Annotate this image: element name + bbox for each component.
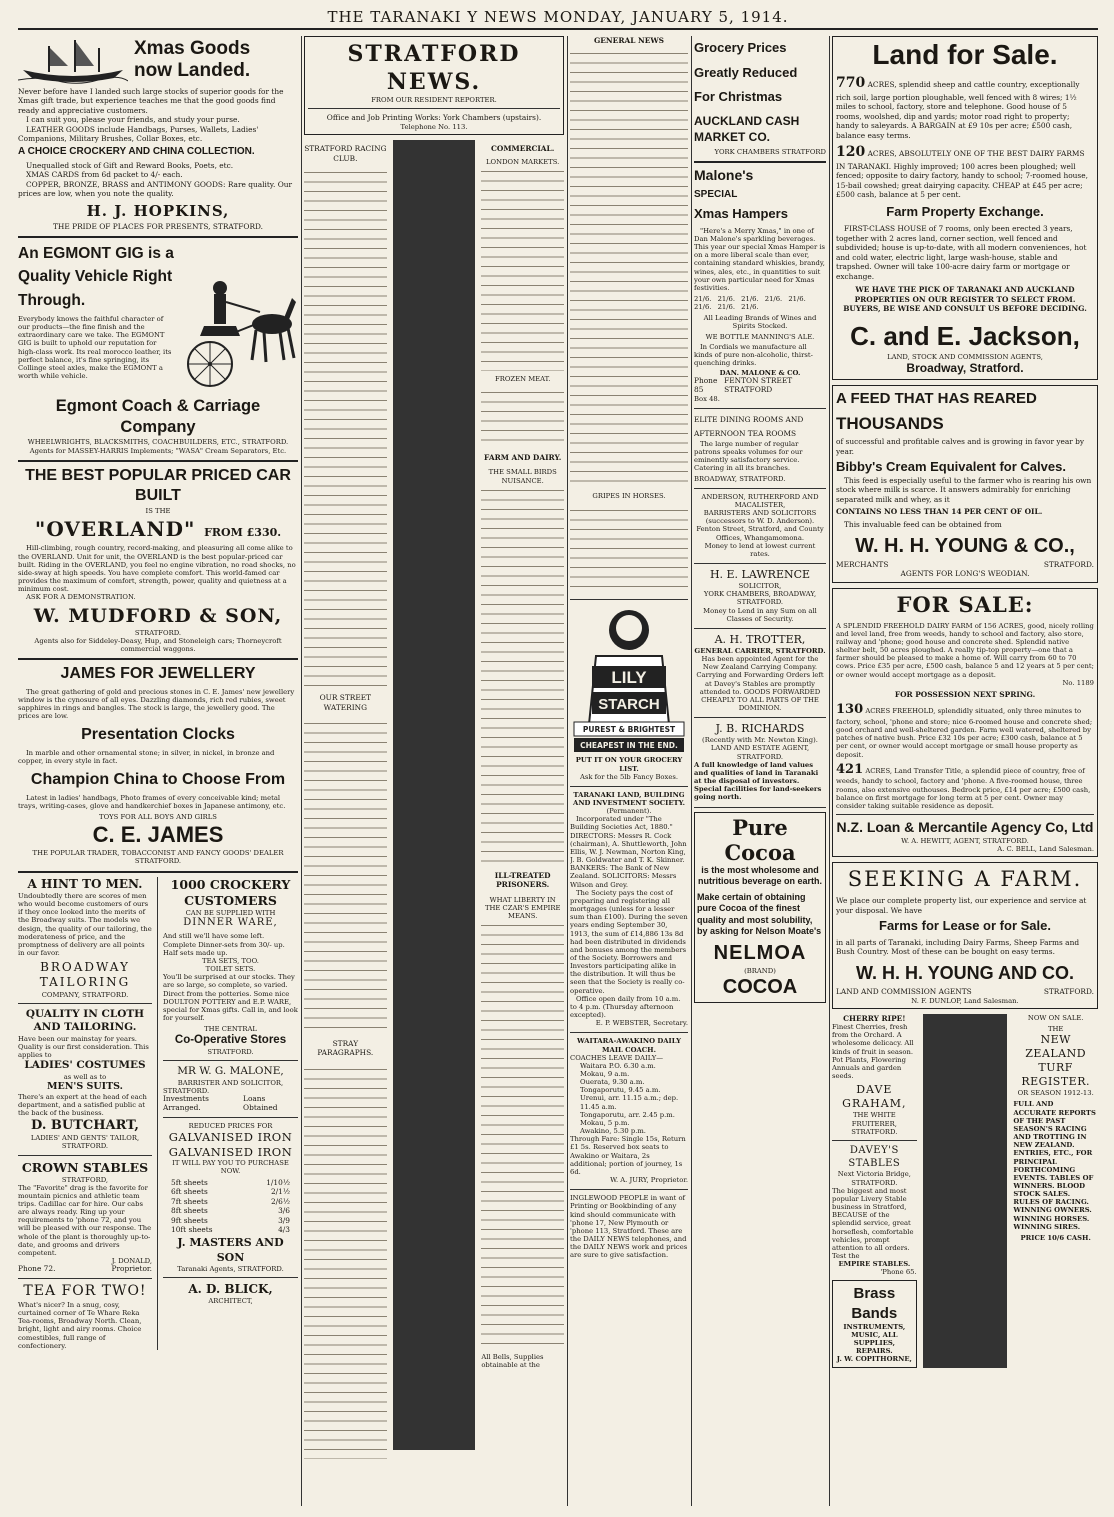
- crown-prop: Proprietor.: [111, 1264, 152, 1274]
- prisoners-article: [481, 920, 564, 1350]
- hampers-phone: Phone 85: [694, 376, 718, 395]
- stray-heading: STRAY PARAGRAPHS.: [317, 1038, 374, 1058]
- as-well: as well as to: [63, 1072, 107, 1081]
- cocoa-cocoa: COCOA: [722, 975, 798, 998]
- waitara-time: Waitara P.O. 6.30 a.m.: [580, 1061, 656, 1070]
- london-article: [481, 166, 564, 371]
- malone-title: BARRISTER AND SOLICITOR,: [177, 1078, 284, 1087]
- hint-title: A HINT TO MEN.: [27, 876, 143, 891]
- frozen-heading: FROZEN MEAT.: [495, 374, 551, 383]
- land-sale-l1-num: 770: [836, 74, 866, 91]
- iron-heading-2: GALVANISED IRON: [168, 1144, 293, 1159]
- china-body: Latest in ladies' handbags, Photo frames of every conceivable kind; metal trays, writing-cases, glove and handkerchief boxes in Japanese antimony, etc.: [18, 793, 286, 810]
- central: THE CENTRAL: [204, 1025, 257, 1034]
- richards-ad: [694, 722, 826, 801]
- commercial-heading: COMMERCIAL.: [491, 144, 555, 154]
- trotter-ad: [694, 633, 826, 712]
- waitara-fares: Through Fare: Single 15s, Return £1 5s. Reserved box seats to Awakino or Waitara, 2s additional; portion of journey, 1s 6d.: [570, 1135, 686, 1176]
- iron-price-row: [171, 1187, 290, 1196]
- butchart-name: D. BUTCHART,: [31, 1117, 139, 1133]
- waitara-owner: W. A. JURY, Proprietor.: [610, 1176, 688, 1185]
- column-rule: [691, 36, 692, 1506]
- bottom-right-ads: [832, 1014, 1098, 1368]
- land-sale-l2: ACRES, ABSOLUTELY ONE OF THE BEST DAIRY FARMS IN TARANAKI. Highly improved; 100 acres been ploughed; well fenced; opposite to dairy factory, handy to school; 7-roomed house, 15-bail cowshed; great dairying capacity. CHEAP at £45 per acre; £500 cash, balance at 5 per cent.: [836, 149, 1088, 200]
- feed-title-2: THOUSANDS: [836, 413, 944, 433]
- building-incorp: Incorporated under "The Building Societies Act, 1880.": [570, 815, 673, 832]
- feed-obtained: This invaluable feed can be obtained from: [844, 519, 1002, 529]
- malone-hampers-ad: [694, 167, 826, 403]
- cherry-daveys-column: [832, 1014, 917, 1368]
- for-sale-s1: A SPLENDID FREEHOLD DAIRY FARM of 156 ACRES, good, nicely rolling and level land, free from weeds, handy to school and factory, also store, railway and 'phone; good house and concrete shed. Splendid native shelter belt, 50 acres ploughed. A really tip-top property—one that a farmer should be pleased to make a home of. Will carry from 60 to 70 cows. Price £35 per acre, £500 cash, balance 5 and 12 years at 5 per cent; or owner would accept mortgage as a deposit.: [836, 621, 1094, 679]
- cherry-graham: DAVE GRAHAM,: [842, 1083, 907, 1111]
- tailor-body: There's an expert at the head of each department, and a satisfied public at the back of the business.: [18, 1093, 147, 1118]
- toilet-sets: TOILET SETS.: [205, 965, 256, 974]
- ship-illustration: [18, 36, 128, 84]
- racing-article: [304, 167, 387, 687]
- for-sale-s2-num: 130: [836, 702, 864, 718]
- daveys-addr: Next Victoria Bridge,: [837, 1170, 911, 1179]
- anderson-offices: Fenton Street, Stratford, and County Offices, Whangamomona.: [696, 525, 824, 542]
- richards-with: (Recently with Mr. Newton King).: [702, 736, 818, 745]
- crown-phone: Phone 72.: [18, 1264, 56, 1274]
- hopkins-sub: THE PRIDE OF PLACES FOR PRESENTS, STRATFORD.: [52, 221, 264, 231]
- daveys-town: STRATFORD.: [851, 1178, 898, 1187]
- crockery-ad-column: [163, 877, 298, 1350]
- cejames-name: C. E. JAMES: [92, 822, 224, 848]
- watering-article: [304, 718, 387, 1033]
- news-telephone: Telephone No. 113.: [400, 122, 468, 131]
- feed-merchants: MERCHANTS: [836, 559, 889, 569]
- blick-sub: ARCHITECT,: [208, 1297, 253, 1306]
- lawrence-name: H. E. LAWRENCE: [709, 567, 811, 581]
- feed-body: of successful and profitable calves and is growing in favor year by year.: [836, 437, 1085, 456]
- feed-town: STRATFORD.: [1043, 559, 1094, 569]
- iron-size: 9ft sheets: [171, 1215, 208, 1225]
- crown-title: CROWN STABLES: [21, 1159, 149, 1175]
- iron-size: 8ft sheets: [171, 1206, 208, 1216]
- car-demo: ASK FOR A DEMONSTRATION.: [26, 593, 136, 602]
- waitara-time: Awakino, 5.30 p.m.: [580, 1127, 646, 1136]
- broadway-sub: COMPANY, STRATFORD.: [41, 990, 129, 999]
- tea-sets: TEA SETS, TOO.: [202, 956, 259, 965]
- column-advertisements-left: [18, 36, 298, 1506]
- quality-title: QUALITY IN CLOTH AND TAILORING.: [25, 1008, 145, 1034]
- xmas-goods-title-2: now Landed.: [134, 60, 251, 81]
- prisoners-heading: ILL-TREATED PRISONERS.: [494, 870, 551, 890]
- news-title: STRATFORD NEWS.: [347, 41, 521, 96]
- james-body: The great gathering of gold and precious stones in C. E. James' new jewellery window is the cynosure of all eyes. Dazzling diamonds, rich red rubies, sweet sapphires in rings and bangles. The stock is large, the jewellery good. The prices are low.: [18, 687, 295, 721]
- trotter-name: A. H. TROTTER,: [714, 632, 806, 646]
- grocery-title-3: For Christmas: [694, 89, 783, 105]
- frozen-article: [481, 387, 564, 447]
- seeking-town: STRATFORD.: [1043, 986, 1094, 996]
- starch-word: STARCH: [598, 695, 660, 713]
- anderson-name: ANDERSON, RUTHERFORD AND MACALISTER,: [701, 492, 819, 509]
- iron-size: 6ft sheets: [171, 1187, 208, 1197]
- car-title: THE BEST POPULAR PRICED CAR BUILT: [25, 466, 291, 505]
- butchart-sub: LADIES' AND GENTS' TAILOR, STRATFORD.: [30, 1134, 140, 1151]
- register-now: NOW ON SALE.: [1027, 1013, 1084, 1022]
- liberty-heading: WHAT LIBERTY IN THE CZAR'S EMPIRE MEANS.: [484, 895, 561, 920]
- crockery-body: And still we'll have some left. Complete Dinner-sets from 30/- up. Half sets made up.: [163, 932, 285, 957]
- turf-register-column: [1013, 1014, 1098, 1368]
- register-season: OR SEASON 1912-13.: [1017, 1089, 1094, 1098]
- column-rule: [301, 36, 302, 1506]
- waitara-time: Tongaporutu, arr. 2.45 p.m.: [580, 1110, 675, 1119]
- seeking-body-2: in all parts of Taranaki, including Dairy Farms, Sheep Farms and Bush Country. Most of these can be bought on easy terms.: [836, 937, 1080, 957]
- hampers-prices: 21/6. 21/6. 21/6. 21/6. 21/6. 21/6. 21/6. 21/6.: [694, 294, 806, 312]
- bells-line: All Bells, Supplies obtainable at the: [481, 1353, 544, 1370]
- dinner-ware: DINNER WARE,: [183, 916, 278, 928]
- feed-young: W. H. H. YOUNG & CO.,: [855, 535, 1075, 558]
- xmas-copper: COPPER, BRONZE, BRASS and ANTIMONY GOODS: Rare quality. Our prices are low, when you note the quality.: [18, 179, 293, 199]
- waitara-time: Mokau, 9 a.m.: [580, 1070, 630, 1078]
- egmont-company: Egmont Coach & Carriage Company: [55, 397, 261, 437]
- daveys-try: Test the: [832, 1252, 860, 1261]
- daveys-title: DAVEY'S STABLES: [848, 1144, 901, 1169]
- tea-title: TEA FOR TWO!: [23, 1283, 147, 1300]
- hampers-quote: "Here's a Merry Xmas," in one of Dan Malone's sparkling beverages. This year our special Xmas Hamper is on a more liberal scale than ever, containing standard whiskies, brandy, wines, ales, etc., in quantities to suit your own particular need for Xmas festivities.: [694, 226, 826, 292]
- birds-heading: THE SMALL BIRDS NUISANCE.: [488, 468, 557, 485]
- inglewood-ad: INGLEWOOD PEOPLE in want of Printing or Bookbinding of any kind should communicate with 'phone 17, New Plymouth or 'phone 113, Stratford. These are the DAILY NEWS telephones, and the DAILY NEWS work and prices are sure to give satisfaction.: [570, 1194, 688, 1260]
- column-general-news: [570, 36, 688, 1506]
- for-sale-s3: ACRES, Land Transfer Title, a splendid piece of country, free of weeds, handy to school, factory and 'phone. A five-roomed house, three rooms, also extensive outhouses. Bedrock price, £14 per acre; £500 cash, balance on first mortgage for long term at 5 per cent. Owner may consider taking suitable residence as deposit.: [836, 766, 1091, 810]
- iron-price-row: [171, 1225, 290, 1234]
- xmas-cards: XMAS CARDS from 6d packet to 4/- each.: [26, 170, 183, 180]
- seeking-body: We place our complete property list, our experience and service at your disposal. We have: [836, 896, 1087, 915]
- bibby-feed-ad: [832, 385, 1098, 582]
- brass-sub: INSTRUMENTS, MUSIC, ALL SUPPLIES, REPAIRS.: [843, 1322, 906, 1356]
- column-stratford-news: [304, 36, 564, 1506]
- register-price: PRICE 10/6 CASH.: [1020, 1233, 1091, 1242]
- land-sale-title: Land for Sale.: [872, 39, 1058, 70]
- lawrence-addr: YORK CHAMBERS, BROADWAY, STRATFORD.: [703, 590, 817, 607]
- land-sale-l2-num: 120: [836, 144, 866, 161]
- building-society-ad: [570, 791, 688, 1028]
- horse-gig-illustration: [180, 242, 298, 392]
- register-body: FULL AND ACCURATE REPORTS OF THE PAST SEASON'S RACING AND TROTTING IN NEW ZEALAND. ENTRIES, ETC., FOR PRINCIPAL FORTHCOMING EVENTS. TABLES OF WINNERS. BLOOD STOCK SALES. RULES OF RACING. WINNING OWNERS. WINNING HORSES. WINNING SIRES.: [1013, 1100, 1096, 1231]
- waitara-title: WAITARA-AWAKINO DAILY MAIL COACH.: [577, 1037, 681, 1054]
- car-body: Hill-climbing, rough country, record-making, and pleasuring all come alike to the OVERLAND. Unit for unit, the OVERLAND is the best popular-priced car built. Riding in the OVERLAND, you feel no engine vibration, no road shocks, no side-sway at high speeds. You have complete comfort. This world-famed car provides the maximum of comfort, strength, power, quality and quietness at a minimum cost.: [18, 544, 296, 594]
- anderson-money: Money to lend at lowest current rates.: [704, 541, 816, 558]
- iron-size: 7ft sheets: [171, 1196, 208, 1206]
- richards-body: A full knowledge of land values and qualities of land in Taranaki at the disposal of investors.: [694, 760, 819, 786]
- crown-name: J. DONALD,: [111, 1257, 152, 1266]
- iron-heading-1: GALVANISED IRON: [168, 1129, 293, 1144]
- lawrence-title: SOLICITOR,: [738, 582, 782, 591]
- for-sale-possession: FOR POSSESSION NEXT SPRING.: [894, 689, 1036, 699]
- crockery-title: 1000 CROCKERY CUSTOMERS: [170, 876, 291, 908]
- egmont-title: An EGMONT GIG is a Quality Vehicle Right Through.: [18, 245, 174, 309]
- crockery-body-2: You'll be surprised at our stocks. They are so large, so complete, so varied. Direct from the potteries. Some nice DOULTON POTTERY and E.P. WARE, special for Xmas gifts. Call in, and look for yourself.: [163, 973, 298, 1023]
- richards-title: LAND AND ESTATE AGENT, STRATFORD.: [710, 744, 810, 761]
- masters-name: J. MASTERS AND SON: [177, 1236, 284, 1264]
- egmont-sub: WHEELWRIGHTS, BLACKSMITHS, COACHBUILDERS, ETC., STRATFORD. Agents for MASSEY-HARRIS Implements; "WASA" Cream Separators, Etc.: [27, 438, 289, 455]
- iron-price-list: [163, 1176, 298, 1237]
- blick-name: A. D. BLICK,: [188, 1281, 273, 1296]
- for-sale-title: FOR SALE:: [896, 591, 1034, 617]
- general-article: [570, 48, 688, 488]
- iron-price: 2/6½: [270, 1196, 290, 1206]
- malone-loans: Loans Obtained: [243, 1093, 278, 1112]
- land-sale-l3: FIRST-CLASS HOUSE of 7 rooms, only been erected 3 years, together with 2 acres land, corner section, well fenced and subdivided; house is up-to-date, with all modern conveniences, hot and cold water, electric light, large wash-house, stable and trapshed. Owner will take 100-acre dairy farm or mortgage or exchange.: [836, 224, 1087, 281]
- building-secretary: E. P. WEBSTER, Secretary.: [595, 1019, 688, 1028]
- xmas-goods-ad: [18, 36, 298, 231]
- ladies-costumes: LADIES' COSTUMES: [24, 1059, 146, 1072]
- cocoa-pure: Pure Cocoa: [724, 814, 796, 865]
- lily-ask: Ask for the 5lb Fancy Boxes.: [579, 772, 679, 781]
- building-perm: (Permanent).: [606, 807, 652, 816]
- xmas-body-2: I can suit you, please your friends, and study your purse.: [26, 115, 240, 125]
- news-column-right: [481, 140, 564, 1450]
- building-directors: DIRECTORS: Messrs R. Cock (chairman), A. Shuttleworth, John Ellis, W. J. Newman, Norton King, J. B. Goldwater and T. K. Skinner. BANKERS: The Bank of New Zealand. SOLICITORS: Messrs Wilson and Grey.: [570, 831, 687, 889]
- malone-investments: Investments Arranged.: [163, 1093, 209, 1112]
- iron-reduced: REDUCED PRICES FOR: [188, 1121, 273, 1130]
- waitara-time: Urenui, arr. 11.15 a.m.; dep. 11.45 a.m.: [580, 1094, 679, 1111]
- racing-heading: STRATFORD RACING CLUB.: [304, 144, 387, 163]
- seeking-agents: LAND AND COMMISSION AGENTS: [836, 986, 972, 996]
- toys-line: TOYS FOR ALL BOYS AND GIRLS: [99, 812, 217, 821]
- iron-price-row: [171, 1178, 290, 1187]
- mudford-name: W. MUDFORD & SON,: [33, 605, 283, 628]
- gripes-article: [570, 505, 688, 595]
- cocoa-nelmoa: NELMOA: [713, 941, 807, 964]
- news-office: Office and Job Printing Works: York Chambers (upstairs).: [326, 113, 542, 123]
- overland-car-ad: [18, 466, 298, 654]
- elite-addr: BROADWAY, STRATFORD.: [694, 474, 786, 483]
- hint-body: Undoubtedly there are scores of men who would become customers of ours if they once looked into the merits of the Broadway suits. The models we design, the quality of our tailoring, the moderateness of price, and the promptness of delivery are all points in our favor.: [18, 891, 152, 957]
- mens-suits: MEN'S SUITS.: [46, 1080, 123, 1092]
- iron-price-row: [171, 1206, 290, 1215]
- birds-article: [481, 485, 564, 865]
- anderson-title: BARRISTERS AND SOLICITORS: [703, 509, 817, 518]
- lawrence-money: Money to Lend in any Sum on all Classes of Security.: [703, 606, 817, 623]
- lily-starch-ad: [570, 604, 688, 781]
- richards-name: J. B. RICHARDS: [715, 722, 805, 736]
- lawrence-ad: [694, 568, 826, 623]
- anderson-successors: (successors to W. D. Anderson).: [705, 517, 815, 526]
- iron-price-row: [171, 1216, 290, 1225]
- building-body: The Society pays the cost of preparing and registering all mortgages (unless for a lesser sum than £100). During the seven years ending September 30, 1913, the sum of £14,886 13s 8d had been distributed in dividends and bonuses among the members of the Society. Borrowers and Investors participating alike in the distribution. It will thus be seen that the Society is really co-operative.: [570, 888, 688, 995]
- cejames-town: STRATFORD.: [134, 857, 182, 866]
- coop-stores: Co-Operative Stores: [174, 1034, 287, 1047]
- lily-put: PUT IT ON YOUR GROCERY LIST.: [575, 756, 683, 773]
- egmont-gig-ad: [18, 242, 298, 455]
- register-title: NEW ZEALAND TURF REGISTER.: [1021, 1032, 1090, 1089]
- cheapest-line: CHEAPEST IN THE END.: [580, 740, 678, 750]
- iron-pay: IT WILL PAY YOU TO PURCHASE NOW.: [172, 1159, 289, 1176]
- farm-heading: FARM AND DAIRY.: [484, 452, 562, 462]
- seeking-farm-ad: [832, 862, 1098, 1008]
- coop-town: STRATFORD.: [207, 1048, 254, 1057]
- daveys-body: The biggest and most popular Livery Stable business in Stratford, BECAUSE of the splendid service, great horseflesh, comfortable vehicles, prompt attention to all orders.: [832, 1186, 914, 1252]
- hampers-bottle: WE BOTTLE MANNING'S ALE.: [705, 332, 815, 341]
- cejames-sub: THE POPULAR TRADER, TOBACCONIST AND FANCY GOODS' DEALER: [32, 849, 284, 858]
- register-the: THE: [1047, 1024, 1064, 1033]
- quality-body: Have been our mainstay for years. Quality is our first consideration. This applies to: [18, 1034, 149, 1060]
- iron-price: 2/1½: [270, 1187, 290, 1197]
- broadway-name: BROADWAY TAILORING: [39, 960, 131, 990]
- lily-starch-illustration: [570, 604, 688, 754]
- news-column-left: [304, 140, 387, 1450]
- tailoring-ad-column: [18, 877, 152, 1350]
- xmas-crockery: A CHOICE CROCKERY AND CHINA COLLECTION.: [18, 145, 255, 157]
- nelmoa-cocoa-ad: [694, 812, 826, 1004]
- column-local-ads: [694, 36, 826, 1506]
- london-heading: LONDON MARKETS.: [486, 157, 560, 166]
- for-sale-ad: [832, 588, 1098, 857]
- column-land-agents: [832, 36, 1098, 1506]
- lily-word: LILY: [611, 667, 647, 687]
- grocery-ad: [694, 36, 826, 156]
- cherry-title: CHERRY RIPE!: [843, 1013, 906, 1023]
- elite-body: The large number of regular patrons speaks volumes for our eminently satisfactory service. Catering in all its branches.: [694, 439, 803, 473]
- overland-name: "OVERLAND": [34, 516, 196, 541]
- land-sale-exchange: Farm Property Exchange.: [886, 203, 1044, 219]
- hopkins-name: H. J. HOPKINS,: [86, 202, 230, 221]
- waitara-times: [570, 1062, 688, 1135]
- xmas-books: Unequalled stock of Gift and Reward Books, Poets, etc.: [26, 160, 234, 170]
- feed-body-2: This feed is especially useful to the farmer who is rearing his own stock where milk is scarce. It answers admirably for enriching separated milk and whey, as it: [836, 475, 1092, 504]
- column-rule: [567, 36, 568, 1506]
- cocoa-wholesome: is the most wholesome and nutritious beverage on earth.: [697, 864, 823, 887]
- masthead: THE TARANAKI Y NEWS MONDAY, JANUARY 5, 1914.: [18, 8, 1098, 30]
- iron-size: 5ft sheets: [171, 1177, 208, 1187]
- seeking-dunlop: N. F. DUNLOP, Land Salesman.: [911, 996, 1019, 1005]
- cocoa-certain: Make certain of obtaining pure Cocoa of the finest quality and most solubility, by asking for Nelson Moate's: [697, 891, 822, 937]
- nzloan-sales: A. C. BELL, Land Salesman.: [997, 845, 1094, 854]
- trotter-title: GENERAL CARRIER, STRATFORD.: [694, 646, 826, 655]
- land-sale-pick: WE HAVE THE PICK OF TARANAKI AND AUCKLAND PROPERTIES ON OUR REGISTER TO SELECT FROM. BUYERS, BE WISE AND CONSULT US BEFORE DECIDING.: [843, 285, 1087, 314]
- mudford-town: STRATFORD.: [134, 628, 182, 637]
- for-sale-no: No. 1189: [1062, 678, 1094, 687]
- malone-town: STRATFORD.: [163, 1086, 210, 1095]
- feed-oil: CONTAINS NO LESS THAN 14 PER CENT OF OIL.: [836, 507, 1043, 517]
- hampers-title: Xmas Hampers: [694, 206, 788, 222]
- seeking-lease: Farms for Lease or for Sale.: [879, 918, 1051, 934]
- hampers-dan: DAN. MALONE & CO.: [719, 369, 801, 378]
- crockery-supplied: CAN BE SUPPLIED WITH: [185, 908, 276, 917]
- waitara-time: Ouerata, 9.30 a.m.: [580, 1078, 645, 1087]
- purest-line: PUREST & BRIGHTEST: [582, 724, 676, 734]
- hampers-box: Box 48.: [694, 395, 720, 404]
- for-sale-s2: ACRES FREEHOLD, splendidly situated, only three minutes to factory, school, 'phone and store; nice 6-roomed house and concrete shed; good orchard and well-sheltered garden. Farm well watered, sheltered by patches of native bush. Price £32 10s per acre; £300 cash, balance at 5 per cent, or owner would accept mortgage or small house property as deposit.: [836, 707, 1093, 759]
- feed-title: A FEED THAT HAS REARED: [836, 390, 1037, 408]
- tea-body: What's nicer? In a snug, cosy, curtained corner of Te Whare Reka Tea-rooms, Broadway North. Clean, bright, light and airy rooms. Choice comestibles, full range of confectionery.: [18, 1301, 142, 1350]
- elite-dining-ad: [694, 413, 826, 482]
- grocery-chambers: YORK CHAMBERS STRATFORD: [714, 148, 826, 157]
- iron-size: 10ft sheets: [171, 1224, 213, 1234]
- feed-bibby: Bibby's Cream Equivalent for Calves.: [836, 459, 1066, 475]
- watering-heading: OUR STREET WATERING: [319, 693, 372, 712]
- hampers-street: FENTON STREET STRATFORD: [724, 376, 793, 395]
- stratford-news-header: [304, 36, 564, 135]
- iron-price: 4/3: [278, 1224, 290, 1234]
- egmont-body: Everybody knows the faithful character of our products—the fine finish and the extraordinary care we take. The EGMONT GIG is built to uphold our reputation for high-class work. Its real morocco leather, its perfect balance, it's fine springing, its Collinge steel axles, make the EGMONT a worth while vehicle.: [18, 314, 172, 380]
- jackson-name: C. and E. Jackson,: [850, 320, 1080, 351]
- cherry-fruiterer: THE WHITE FRUITERER, STRATFORD.: [851, 1111, 898, 1136]
- iron-price: 1/10½: [266, 1177, 290, 1187]
- iron-price: 3/6: [278, 1206, 290, 1216]
- land-for-sale-ad: [832, 36, 1098, 380]
- hampers-special: SPECIAL: [694, 189, 738, 201]
- brass-bands-ad: [832, 1280, 917, 1367]
- iron-price: 3/9: [278, 1215, 290, 1225]
- waitara-coach-ad: [570, 1037, 688, 1184]
- james-jewellery-ad: [18, 664, 298, 865]
- grocery-title: Grocery Prices: [694, 40, 787, 55]
- cherry-body: Finest Cherries, fresh from the Orchard. A wholesome delicacy. All kinds of fruit in season. Pot Plants, Flowering Annuals and garden seeds.: [832, 1023, 914, 1081]
- jackson-addr: Broadway, Stratford.: [906, 361, 1024, 376]
- land-sale-l1: ACRES, splendid sheep and cattle country, exceptionally rich soil, large portion ploughable, well fenced with 8 wires; 1½ miles to school, factory, store and telephone. Good house of 5 rooms, woolshed, dip and yards; motor road right to property; handy to saleyards. A BARGAIN at £9 10s per acre; £500 cash, balance easy terms.: [836, 79, 1080, 140]
- car-is-the: IS THE: [145, 506, 171, 515]
- news-from: FROM OUR RESIDENT REPORTER.: [371, 96, 497, 105]
- gripes-heading: GRIPES IN HORSES.: [592, 492, 666, 501]
- crown-body: The "Favorite" drag is the favorite for mountain picnics and athletic team trips. Cadillac car for hire. Our cabs are always ready. Ring up your requirements to 'phone 72, and you will be pleased with our response. The whole of the plant is thoroughly up-to-date, and grooms and drivers competent.: [18, 1183, 152, 1257]
- trotter-body: Has been appointed Agent for the New Zealand Carrying Company. Carrying and Forwarding Orders left at Davey's Stables are promptly attended to. GOODS FORWARDED CHEAPLY TO ALL PARTS OF THE DOMINION.: [696, 655, 824, 713]
- elite-name: ELITE DINING ROOMS AND AFTERNOON TEA ROOMS: [694, 415, 804, 438]
- xmas-leather: LEATHER GOODS include Handbags, Purses, Wallets, Ladies' Companions, Military Brushes, Collar Boxes, etc.: [18, 124, 259, 144]
- xmas-body: Never before have I landed such large stocks of superior goods for the Xmas gift trade, but experience teaches me that the good goods find ready and appreciative customers.: [18, 87, 284, 115]
- building-office: Office open daily from 10 a.m. to 4 p.m. (Thursday afternoon excepted).: [570, 994, 681, 1020]
- nzloan-agent: W. A. HEWITT, AGENT, STRATFORD.: [901, 836, 1029, 845]
- crown-sub: STRATFORD,: [61, 1175, 109, 1184]
- mudford-agents: Agents also for Siddeley-Deasy, Hup, and Stoneleigh cars; Thorneycroft commercial waggons.: [34, 636, 282, 654]
- hampers-brands: All Leading Brands of Wines and Spirits Stocked.: [703, 314, 817, 331]
- clocks-title: Presentation Clocks: [81, 726, 235, 744]
- waitara-leave: COACHES LEAVE DAILY—: [570, 1053, 664, 1062]
- daveys-empire: EMPIRE STABLES.: [838, 1260, 911, 1269]
- column-rule: [829, 36, 830, 1506]
- general-heading: GENERAL NEWS: [593, 36, 664, 45]
- seeking-title: SEEKING A FARM.: [847, 867, 1083, 892]
- building-title: TARANAKI LAND, BUILDING AND INVESTMENT SOCIETY.: [573, 790, 685, 807]
- clocks-body: In marble and other ornamental stone; in silver, in nickel, in bronze and copper, in every style in fact.: [18, 748, 275, 765]
- hampers-cordials: In Cordials we manufacture all kinds of pure non-alcoholic, thirst-quenching drinks.: [694, 342, 813, 368]
- grocery-company: AUCKLAND CASH MARKET CO.: [694, 114, 800, 144]
- stray-article: [304, 1064, 387, 1459]
- cocoa-brand: (BRAND): [744, 966, 776, 975]
- nzloan-title: N.Z. Loan & Mercantile Agency Co, Ltd: [836, 819, 1094, 836]
- overland-price: FROM £330.: [204, 525, 282, 539]
- anderson-ad: [694, 493, 826, 558]
- for-sale-s3-num: 421: [836, 761, 864, 777]
- brass-name: J. W. COPITHORNE,: [836, 1355, 912, 1364]
- james-title: JAMES FOR JEWELLERY: [60, 665, 256, 683]
- grocery-title-2: Greatly Reduced: [694, 64, 798, 80]
- malone-name: MR W. G. MALONE,: [177, 1065, 284, 1078]
- masters-sub: Taranaki Agents, STRATFORD.: [177, 1264, 284, 1273]
- jackson-sub: LAND, STOCK AND COMMISSION AGENTS,: [887, 352, 1043, 361]
- hampers-name: Malone's: [694, 167, 754, 184]
- iron-price-row: [171, 1197, 290, 1206]
- waitara-time: Mokau, 5 p.m.: [580, 1118, 630, 1127]
- seeking-young: W. H. H. YOUNG AND CO.: [855, 962, 1074, 983]
- richards-special: Special facilities for land-seekers going north.: [694, 785, 822, 802]
- china-title: Champion China to Choose From: [30, 771, 286, 789]
- waitara-time: Tongaporutu, 9.45 a.m.: [580, 1086, 661, 1095]
- feed-agents: AGENTS FOR LONG'S WEODIAN.: [900, 569, 1030, 579]
- daveys-phone: 'Phone 65.: [880, 1268, 917, 1277]
- brass-title: Brass Bands: [851, 1285, 898, 1322]
- xmas-goods-title: Xmas Goods: [134, 38, 251, 60]
